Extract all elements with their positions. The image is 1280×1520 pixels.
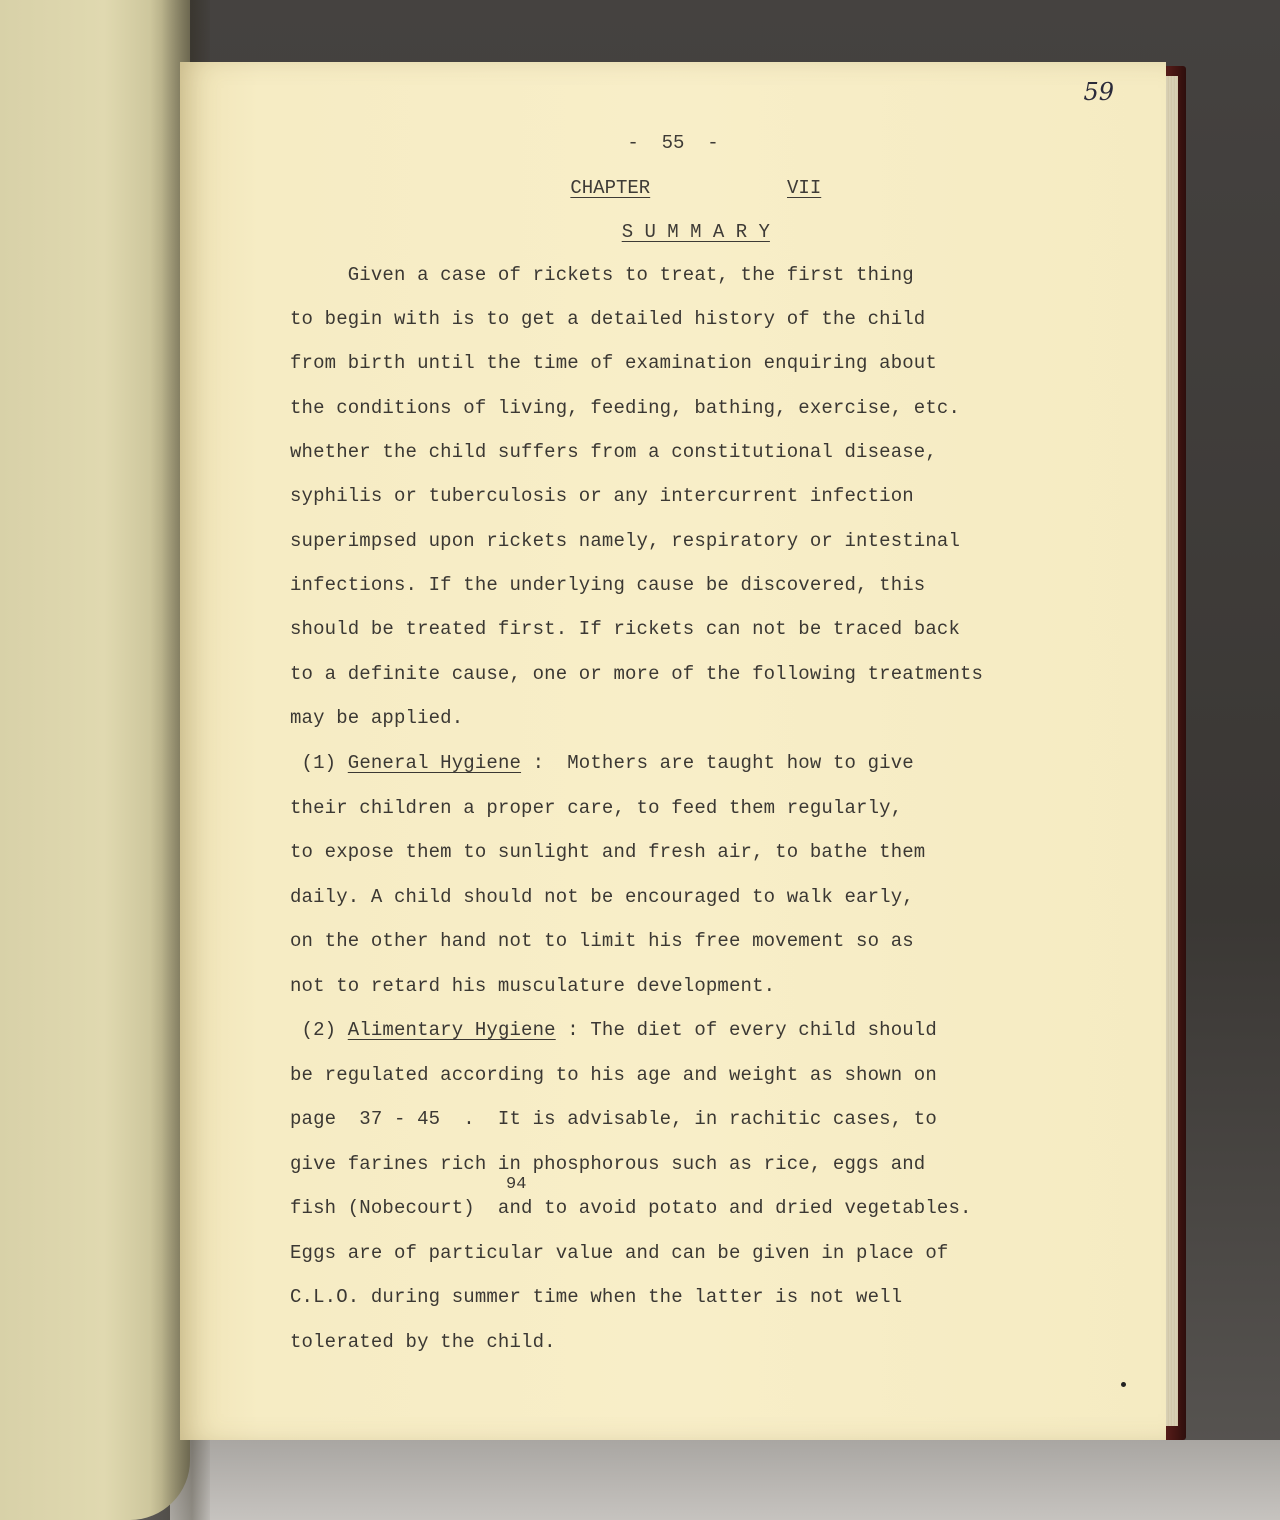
paragraph-line: on the other hand not to limit his free movement so as (290, 930, 914, 952)
superscript-reference: 94 (506, 1175, 527, 1194)
paragraph-line: give farines rich in phosphorous such as rice, eggs and (290, 1153, 926, 1175)
paragraph-line: fish (Nobecourt) and to avoid potato and dried vegetables. (290, 1197, 972, 1219)
paragraph-line: Eggs are of particular value and can be given in place of (290, 1242, 949, 1264)
item-2-heading-line: (2) Alimentary Hygiene : The diet of every child should (290, 1019, 937, 1041)
paragraph-line: to a definite cause, one or more of the following treatments (290, 663, 984, 685)
paragraph-line: daily. A child should not be encouraged to walk early, (290, 886, 914, 908)
paragraph-line: to expose them to sunlight and fresh air, to bathe them (290, 841, 926, 863)
paragraph-line: their children a proper care, to feed them regularly, (290, 797, 903, 819)
ink-dot (1121, 1382, 1126, 1387)
paragraph-line: to begin with is to get a detailed history of the child (290, 308, 926, 330)
paragraph-line: be regulated according to his age and weight as shown on (290, 1064, 937, 1086)
paragraph-line: Given a case of rickets to treat, the first thing (290, 264, 914, 286)
item-1-heading: General Hygiene (347, 752, 522, 774)
table-surface (170, 1440, 1280, 1520)
paragraph-line: may be applied. (290, 707, 464, 729)
paragraph-line: superimpsed upon rickets namely, respiratory or intestinal (290, 530, 961, 552)
section-title: S U M M A R Y (621, 221, 770, 243)
paragraph-line: from birth until the time of examination enquiring about (290, 352, 937, 374)
typed-page-number: - 55 - (627, 132, 719, 154)
paragraph-line: C.L.O. during summer time when the latter is not well (290, 1286, 903, 1308)
paragraph-line: should be treated first. If rickets can not be traced back (290, 618, 961, 640)
paragraph-line: tolerated by the child. (290, 1331, 556, 1353)
paragraph-line: syphilis or tuberculosis or any intercurrent infection (290, 485, 914, 507)
chapter-number: VII (787, 177, 822, 199)
paragraph-line: not to retard his musculature development. (290, 975, 776, 997)
item-1-heading-line: (1) General Hygiene : Mothers are taught how to give (290, 752, 914, 774)
handwritten-page-number: 59 (1083, 78, 1114, 106)
chapter-label: CHAPTER (570, 177, 651, 199)
paragraph-line: the conditions of living, feeding, bathing, exercise, etc. (290, 397, 961, 419)
paragraph-line: whether the child suffers from a constitutional disease, (290, 441, 937, 463)
paragraph-line: page 37 - 45 . It is advisable, in rachitic cases, to (290, 1108, 937, 1130)
item-2-heading: Alimentary Hygiene (347, 1019, 556, 1041)
paragraph-line: infections. If the underlying cause be discovered, this (290, 574, 926, 596)
document-page (180, 62, 1166, 1440)
